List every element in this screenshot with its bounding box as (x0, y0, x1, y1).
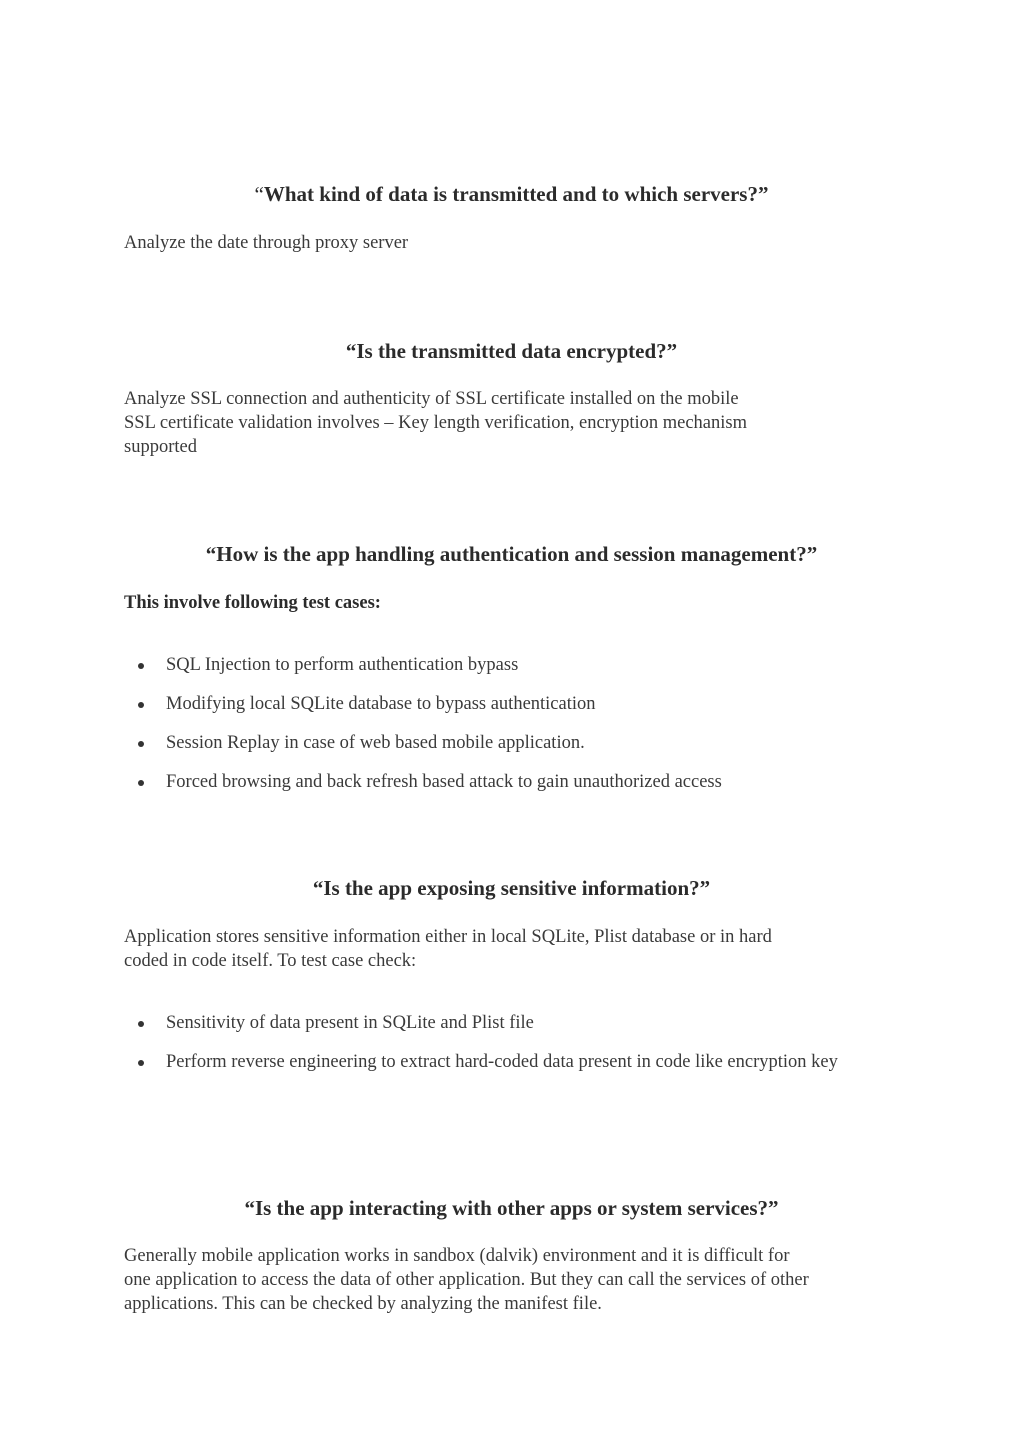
check-list (124, 1004, 894, 1082)
list-item-text: Modifying local SQLite database to bypass authentication (166, 694, 596, 714)
list-item (124, 724, 904, 763)
list-item-text: Forced browsing and back refresh based attack to gain unauthorized access (166, 772, 722, 792)
list-item (124, 685, 904, 724)
section-body (124, 1244, 924, 1316)
list-item (124, 646, 904, 685)
section-heading-encrypted: “Is the transmitted data encrypted?” (345, 339, 678, 363)
section-heading-sensitive-info: “Is the app exposing sensitive information?” (312, 876, 711, 900)
list-item (124, 1043, 894, 1082)
section-heading-data-transmitted (0, 181, 1023, 207)
section-body (124, 925, 904, 973)
heading-open-quote: “ (254, 182, 264, 206)
section-intro: This involve following test cases: (124, 593, 381, 613)
bullet-icon (138, 663, 144, 669)
body-line: SSL certificate validation involves – Key length verification, encryption mechanism (124, 413, 747, 433)
bullet-icon (138, 702, 144, 708)
section-body: Analyze the date through proxy server (124, 233, 409, 253)
bullet-icon (138, 780, 144, 786)
list-item-text: Perform reverse engineering to extract hard-coded data present in code like encryption key (166, 1052, 838, 1072)
section-heading-authentication: “How is the app handling authentication and session management?” (205, 542, 818, 566)
body-line: one application to access the data of other application. But they can call the services of other (124, 1270, 809, 1290)
list-item-text: Session Replay in case of web based mobile application. (166, 733, 585, 753)
list-item-text: Sensitivity of data present in SQLite and Plist file (166, 1013, 534, 1033)
section-heading-app-interaction: “Is the app interacting with other apps or system services?” (244, 1196, 779, 1220)
section-body (124, 387, 904, 459)
bullet-icon (138, 741, 144, 747)
list-item (124, 763, 904, 802)
body-line: Application stores sensitive information either in local SQLite, Plist database or in hard (124, 927, 772, 947)
bullet-icon (138, 1021, 144, 1027)
body-line: supported (124, 437, 197, 457)
body-line: Analyze SSL connection and authenticity of SSL certificate installed on the mobile (124, 389, 739, 409)
body-line: coded in code itself. To test case check: (124, 951, 417, 971)
heading-text: What kind of data is transmitted and to which servers?” (263, 182, 769, 206)
body-line: applications. This can be checked by analyzing the manifest file. (124, 1294, 602, 1314)
body-line: Generally mobile application works in sandbox (dalvik) environment and it is difficult for (124, 1246, 790, 1266)
test-case-list (124, 646, 904, 802)
list-item-text: SQL Injection to perform authentication bypass (166, 655, 519, 675)
list-item (124, 1004, 894, 1043)
bullet-icon (138, 1060, 144, 1066)
